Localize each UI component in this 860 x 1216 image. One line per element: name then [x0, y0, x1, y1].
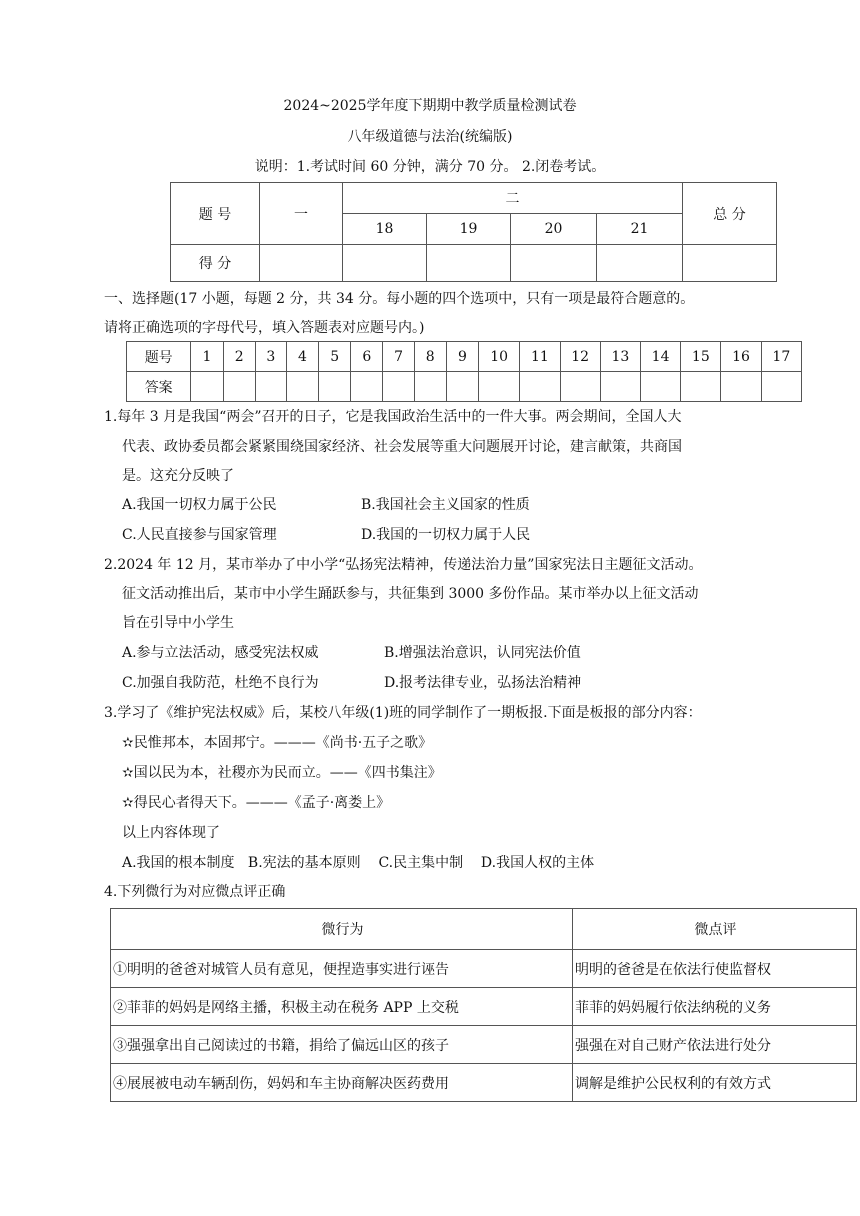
- section1-heading-line2: 请将正确选项的字母代号，填入答题表对应题号内。): [104, 320, 425, 336]
- score-cell: [343, 245, 427, 282]
- q1-stem-line3: 是。这充分反映了: [122, 468, 234, 484]
- q3-stem-line1: 3.学习了《维护宪法权威》后，某校八年级(1)班的同学制作了一期板报.下面是板报的部分内容：: [104, 705, 702, 721]
- q4-comment-cell: 强强在对自己财产依法进行处分: [573, 1026, 857, 1064]
- score-table-question-no-label: 题 号: [171, 183, 260, 245]
- answer-cell[interactable]: [479, 372, 520, 402]
- score-cell: [597, 245, 683, 282]
- q3-prompt: 以上内容体现了: [122, 825, 220, 841]
- answer-table-question-number: 2: [223, 342, 255, 372]
- q1-option-c: C.人民直接参与国家管理: [122, 527, 277, 543]
- answer-cell[interactable]: [640, 372, 680, 402]
- answer-table-question-number: 4: [286, 342, 318, 372]
- answer-cell[interactable]: [681, 372, 721, 402]
- score-table: [170, 182, 777, 282]
- q3-quote3: ✫得民心者得天下。———《孟子·离娄上》: [122, 795, 391, 811]
- q2-option-c: C.加强自我防范，杜绝不良行为: [122, 675, 319, 691]
- answer-table-question-number: 10: [479, 342, 520, 372]
- q1-stem-line1: 1.每年 3 月是我国“两会”召开的日子，它是我国政治生活中的一件大事。两会期间，全国人大: [104, 409, 682, 425]
- answer-cell[interactable]: [223, 372, 255, 402]
- q4-table: [110, 908, 857, 1102]
- q4-comment-cell: 明明的爸爸是在依法行使监督权: [573, 950, 857, 988]
- exam-subtitle: 八年级道德与法治(统编版): [347, 129, 513, 145]
- score-table-sub-number: 18: [343, 214, 427, 245]
- section1-heading-line1: 一、选择题(17 小题，每题 2 分，共 34 分。每小题的四个选项中，只有一项是最符合题意的。: [104, 291, 695, 307]
- score-table-score-label: 得 分: [171, 245, 260, 282]
- q4-behavior-cell: ④展展被电动车辆刮伤，妈妈和车主协商解决医药费用: [111, 1064, 573, 1102]
- answer-table-question-number: 1: [191, 342, 223, 372]
- answer-table-question-number: 8: [414, 342, 446, 372]
- exam-title: 2024~2025学年度下期期中教学质量检测试卷: [283, 98, 577, 114]
- answer-table-question-number: 13: [600, 342, 640, 372]
- score-table-part2-label: 二: [343, 183, 683, 214]
- q1-option-d: D.我国的一切权力属于人民: [361, 527, 531, 543]
- q2-option-d: D.报考法律专业，弘扬法治精神: [384, 675, 582, 691]
- q2-stem-line3: 旨在引导中小学生: [122, 615, 234, 631]
- q3-quote1: ✫民惟邦本，本固邦宁。———《尚书·五子之歌》: [122, 735, 433, 751]
- answer-table-question-number: 3: [255, 342, 286, 372]
- score-table-sub-number: 19: [427, 214, 511, 245]
- answer-table-question-number: 11: [520, 342, 560, 372]
- answer-cell[interactable]: [414, 372, 446, 402]
- answer-cell[interactable]: [351, 372, 383, 402]
- answer-table-no-label: 题号: [127, 342, 191, 372]
- q4-behavior-cell: ①明明的爸爸对城管人员有意见，便捏造事实进行诬告: [111, 950, 573, 988]
- q1-stem-line2: 代表、政协委员都会紧紧围绕国家经济、社会发展等重大问题展开讨论，建言献策，共商国: [122, 439, 682, 455]
- q2-option-a: A.参与立法活动，感受宪法权威: [122, 645, 319, 661]
- score-table-sub-number: 21: [597, 214, 683, 245]
- score-cell: [427, 245, 511, 282]
- answer-table-answer-label: 答案: [127, 372, 191, 402]
- q2-option-b: B.增强法治意识，认同宪法价值: [384, 645, 581, 661]
- answer-cell[interactable]: [286, 372, 318, 402]
- q4-col-header-behavior: 微行为: [111, 909, 573, 950]
- q4-stem: 4.下列微行为对应微点评正确: [104, 884, 286, 900]
- answer-table-question-number: 5: [319, 342, 351, 372]
- answer-cell[interactable]: [520, 372, 560, 402]
- q2-stem-line2: 征文活动推出后，某市中小学生踊跃参与，共征集到 3000 多份作品。某市举办以上征文活动: [122, 586, 699, 602]
- exam-instructions: 说明：1.考试时间 60 分钟，满分 70 分。 2.闭卷考试。: [254, 159, 606, 175]
- q3-quote2: ✫国以民为本，社稷亦为民而立。——《四书集注》: [122, 765, 442, 781]
- score-cell: [683, 245, 777, 282]
- answer-cell[interactable]: [255, 372, 286, 402]
- answer-cell[interactable]: [721, 372, 761, 402]
- answer-cell[interactable]: [319, 372, 351, 402]
- answer-table: [126, 341, 802, 402]
- answer-cell[interactable]: [761, 372, 801, 402]
- q4-behavior-cell: ③强强拿出自己阅读过的书籍，捐给了偏远山区的孩子: [111, 1026, 573, 1064]
- answer-table-question-number: 15: [681, 342, 721, 372]
- q4-col-header-comment: 微点评: [573, 909, 857, 950]
- answer-table-question-number: 7: [383, 342, 414, 372]
- answer-table-question-number: 9: [446, 342, 478, 372]
- score-cell: [511, 245, 597, 282]
- q4-comment-cell: 调解是维护公民权利的有效方式: [573, 1064, 857, 1102]
- answer-cell[interactable]: [383, 372, 414, 402]
- q4-behavior-cell: ②菲菲的妈妈是网络主播，积极主动在税务 APP 上交税: [111, 988, 573, 1026]
- q3-options: A.我国的根本制度 B.宪法的基本原则 C.民主集中制 D.我国人权的主体: [122, 855, 595, 871]
- score-table-sub-number: 20: [511, 214, 597, 245]
- answer-table-question-number: 16: [721, 342, 761, 372]
- score-table-part1-label: 一: [260, 183, 343, 245]
- score-table-total-label: 总 分: [683, 183, 777, 245]
- answer-cell[interactable]: [191, 372, 223, 402]
- answer-table-question-number: 17: [761, 342, 801, 372]
- answer-table-question-number: 14: [640, 342, 680, 372]
- q1-option-b: B.我国社会主义国家的性质: [361, 497, 530, 513]
- answer-table-question-number: 12: [560, 342, 600, 372]
- answer-cell[interactable]: [560, 372, 600, 402]
- score-cell: [260, 245, 343, 282]
- answer-cell[interactable]: [446, 372, 478, 402]
- q2-stem-line1: 2.2024 年 12 月，某市举办了中小学“弘扬宪法精神，传递法治力量”国家宪法日主题征文活动。: [104, 557, 703, 573]
- answer-table-question-number: 6: [351, 342, 383, 372]
- answer-cell[interactable]: [600, 372, 640, 402]
- q1-option-a: A.我国一切权力属于公民: [122, 497, 277, 513]
- q4-comment-cell: 菲菲的妈妈履行依法纳税的义务: [573, 988, 857, 1026]
